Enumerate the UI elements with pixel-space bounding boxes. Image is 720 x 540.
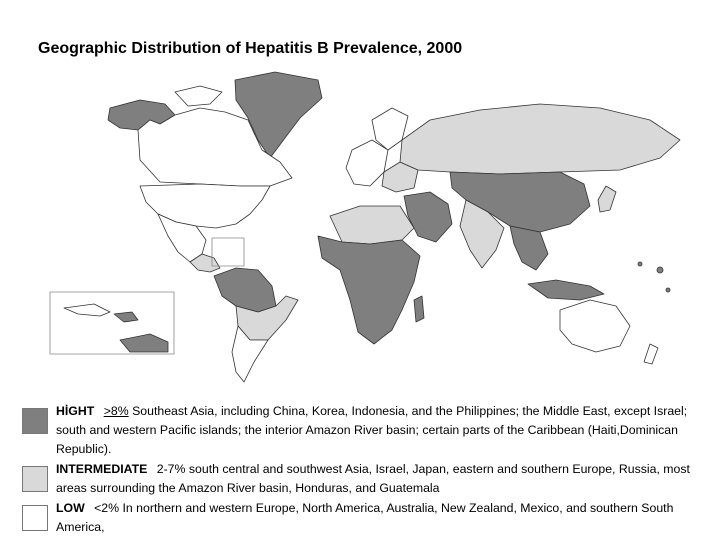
legend-level: INTERMEDIATE: [56, 462, 148, 476]
legend-description: south central and southwest Asia, Israel, Japan, eastern and southern Europe, Russia, most areas surrounding the Amazon River basin, Honduras, and Guatemala: [56, 462, 690, 495]
region-pacific-islands: [657, 267, 663, 273]
caribbean-box: [212, 238, 244, 266]
region-new-zealand: [644, 344, 658, 364]
region-japan: [598, 186, 616, 212]
swatch-high: [22, 408, 48, 434]
legend-level: LOW: [56, 501, 85, 515]
region-middle-east: [404, 192, 452, 242]
region-russia: [400, 104, 680, 174]
region-subsaharan-africa: [318, 236, 420, 344]
legend-range: <2%: [94, 501, 120, 515]
region-southeast-asia: [510, 226, 548, 270]
legend-description: Southeast Asia, including China, Korea, Indonesia, and the Philippines; the Middle East, except Israel; south and western Pacific islands; the interior Amazon River basin; certain parts of the Caribbean (Haiti,Dominican Republic).: [56, 404, 688, 456]
legend-range: 2-7%: [156, 462, 186, 476]
region-north-africa: [330, 206, 414, 244]
region-madagascar: [414, 296, 424, 322]
region-amazon: [214, 268, 276, 312]
legend-item-intermediate: [22, 460, 702, 498]
legend-level: HİGHT: [56, 404, 95, 418]
legend-item-high: [22, 402, 702, 459]
legend-description: In northern and western Europe, North America, Australia, New Zealand, Mexico, and southern South America,: [56, 501, 674, 534]
legend-item-low: [22, 499, 702, 537]
region-usa: [140, 184, 270, 228]
swatch-intermediate: [22, 466, 48, 492]
region-western-europe: [346, 140, 388, 186]
region-australia: [560, 300, 630, 352]
map-title: Geographic Distribution of Hepatitis B Prevalence, 2000: [38, 40, 463, 57]
region-arctic-islands: [175, 86, 222, 106]
swatch-low: [22, 505, 48, 531]
region-indonesia: [528, 280, 604, 300]
legend-range: >8%: [103, 404, 129, 418]
legend: [22, 402, 702, 538]
